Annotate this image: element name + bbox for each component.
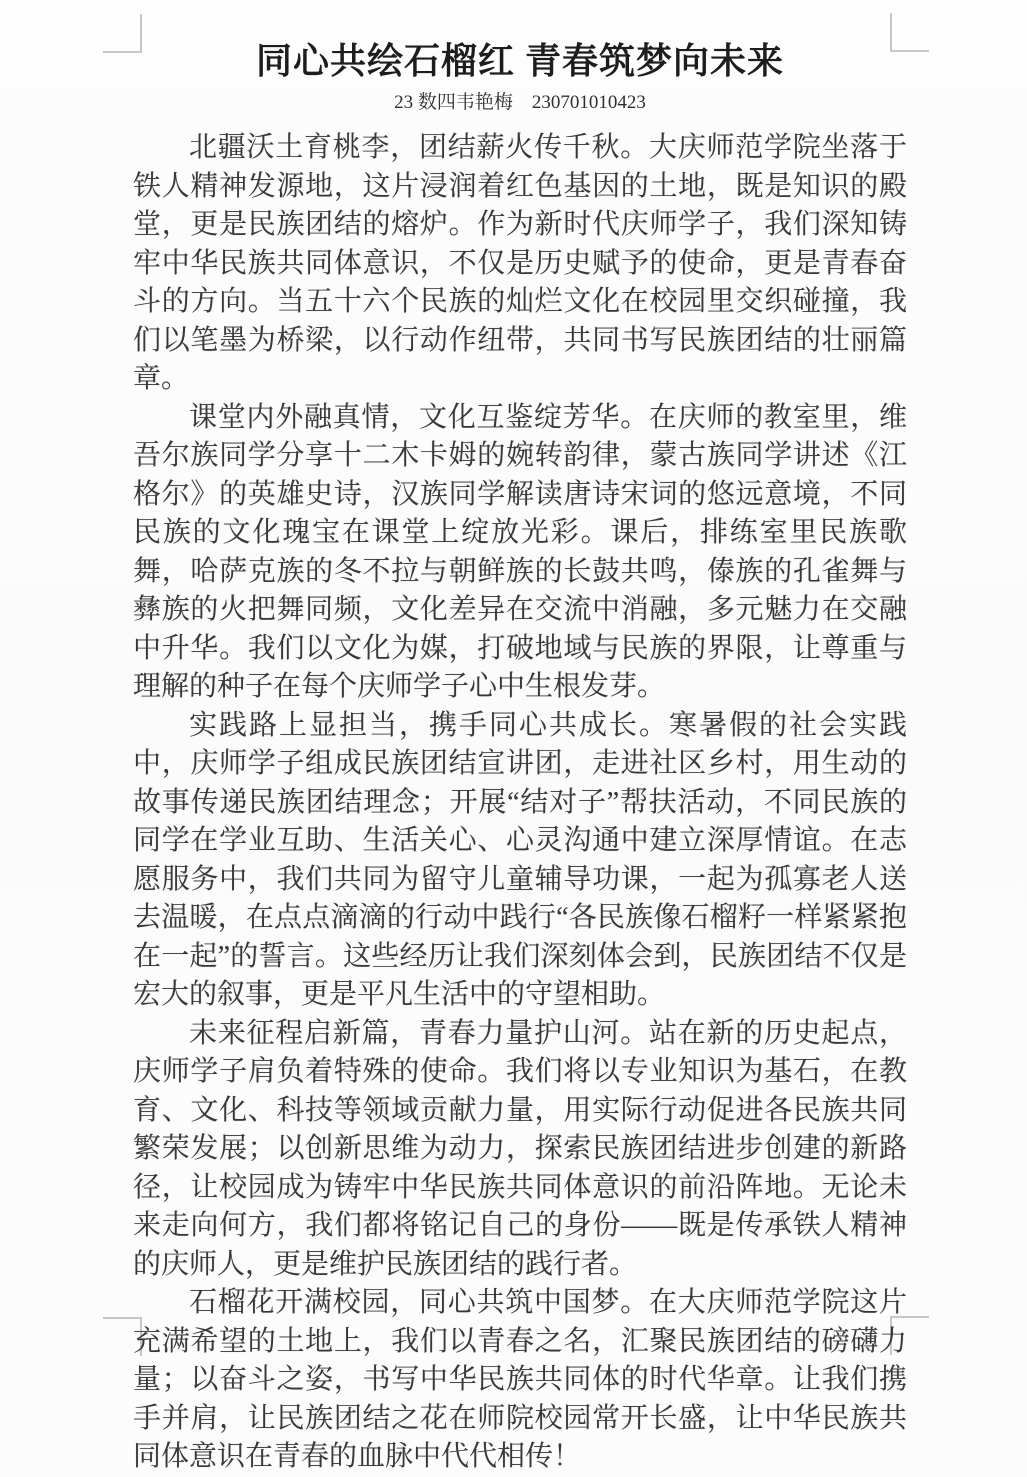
paragraph-3: 实践路上显担当，携手同心共成长。寒暑假的社会实践中，庆师学子组成民族团结宣讲团，走进社区乡村，用生动的故事传递民族团结理念；开展“结对子”帮扶活动，不同民族的同学在学业互助、生活关心、心灵沟通中建立深厚情谊。在志愿服务中，我们共同为留守儿童辅导功课，一起为孤寡老人送去温暖，在点点滴滴的行动中践行“各民族像石榴籽一样紧紧抱在一起”的誓言。这些经历让我们深刻体会到，民族团结不仅是宏大的叙事，更是平凡生活中的守望相助。 xyxy=(133,709,907,1010)
document-body xyxy=(133,129,907,1477)
paragraph-1: 北疆沃土育桃李，团结薪火传千秋。大庆师范学院坐落于铁人精神发源地，这片浸润着红色基因的土地，既是知识的殿堂，更是民族团结的熔炉。作为新时代庆师学子，我们深知铸牢中华民族共同体意识，不仅是历史赋予的使命，更是青春奋斗的方向。当五十六个民族的灿烂文化在校园里交织碰撞，我们以笔墨为桥梁，以行动作纽带，共同书写民族团结的壮丽篇章。 xyxy=(133,132,907,394)
document-title: 同心共绘石榴红 青春筑梦向未来 xyxy=(255,41,784,81)
paragraph-5: 石榴花开满校园，同心共筑中国梦。在大庆师范学院这片充满希望的土地上，我们以青春之名，汇聚民族团结的磅礴力量；以奋斗之姿，书写中华民族共同体的时代华章。让我们携手并肩，让民族团结之花在师院校园常开长盛，让中华民族共同体意识在青春的血脉中代代相传！ xyxy=(133,1287,907,1472)
paragraph-2: 课堂内外融真情，文化互鉴绽芳华。在庆师的教室里，维吾尔族同学分享十二木卡姆的婉转韵律，蒙古族同学讲述《江格尔》的英雄史诗，汉族同学解读唐诗宋词的悠远意境，不同民族的文化瑰宝在课堂上绽放光彩。课后，排练室里民族歌舞，哈萨克族的冬不拉与朝鲜族的长鼓共鸣，傣族的孔雀舞与彝族的火把舞同频，文化差异在交流中消融，多元魅力在交融中升华。我们以文化为媒，打破地域与民族的界限，让尊重与理解的种子在每个庆师学子心中生根发芽。 xyxy=(133,401,907,702)
document-content xyxy=(133,38,907,1477)
paragraph-4: 未来征程启新篇，青春力量护山河。站在新的历史起点，庆师学子肩负着特殊的使命。我们将以专业知识为基石，在教育、文化、科技等领域贡献力量，用实际行动促进各民族共同繁荣发展；以创新思维为动力，探索民族团结进步创建的新路径，让校园成为铸牢中华民族共同体意识的前沿阵地。无论未来走向何方，我们都将铭记自己的身份——既是传承铁人精神的庆师人，更是维护民族团结的践行者。 xyxy=(133,1017,907,1280)
author-line: 23 数四韦艳梅 230701010423 xyxy=(394,92,646,113)
